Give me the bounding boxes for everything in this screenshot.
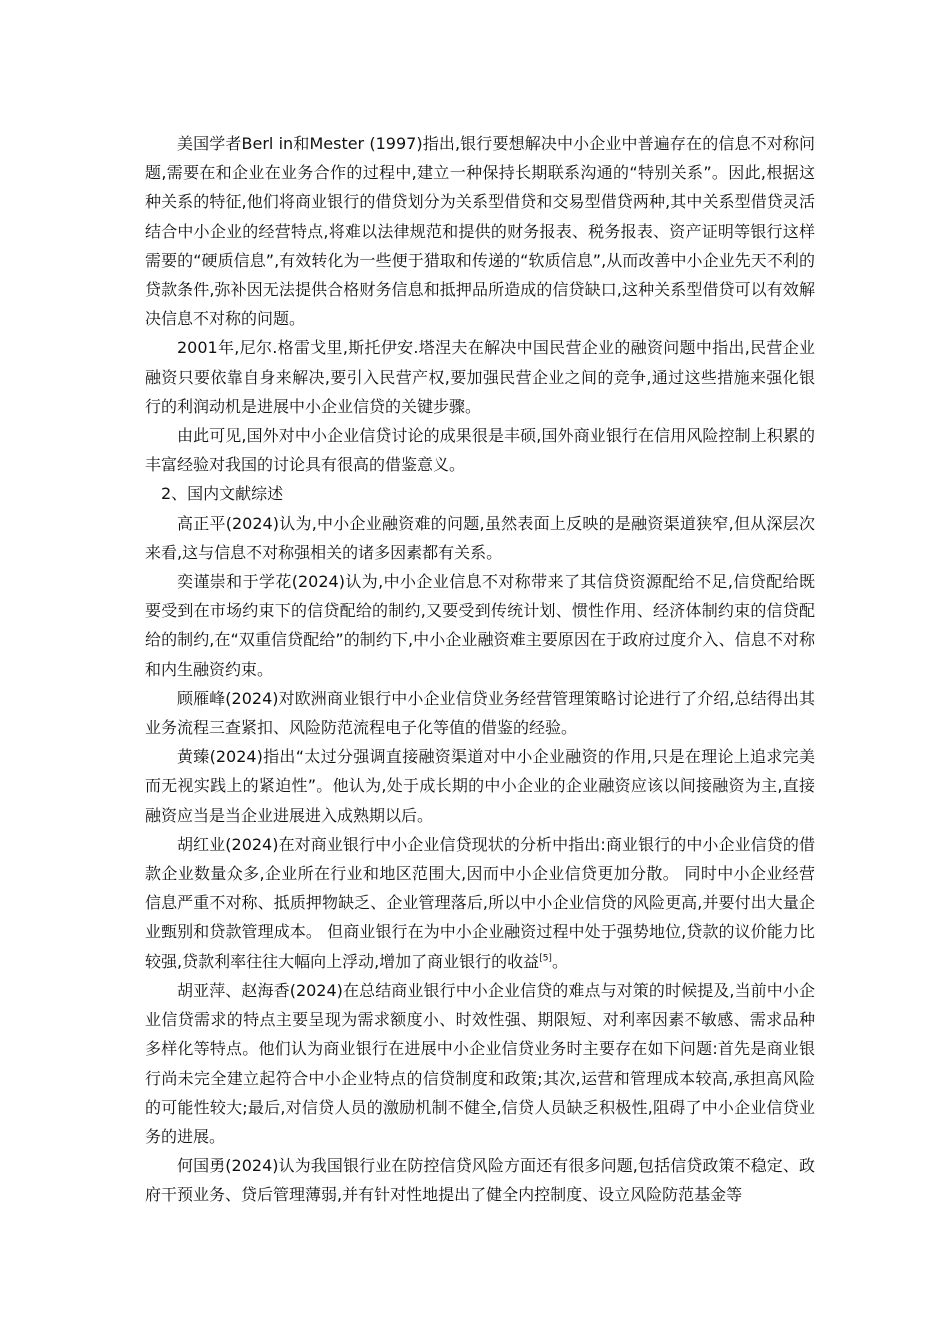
paragraph-foreign-summary: 由此可见,国外对中小企业信贷讨论的成果很是丰硕,国外商业银行在信用风险控制上积累的丰富经验对我国的讨论具有很高的借鉴意义。 (145, 426, 815, 475)
document-body (145, 129, 815, 1210)
paragraph-gregory-tanev: 2001年,尼尔.格雷戈里,斯托伊安.塔涅夫在解决中国民营企业的融资问题中指出,民营企业融资只要依靠自身来解决,要引入民营产权,要加强民营企业之间的竞争,通过这些措施来强化银行的利润动机是进展中小企业信贷的关键步骤。 (145, 338, 815, 416)
paragraph-he-guoyong: 何国勇(2024)认为我国银行业在防控信贷风险方面还有很多问题,包括信贷政策不稳定、政府干预业务、贷后管理薄弱,并有针对性地提出了健全内控制度、设立风险防范基金等 (145, 1156, 815, 1205)
paragraph-huang-zhen: 黄臻(2024)指出“太过分强调直接融资渠道对中小企业融资的作用,只是在理论上追求完美而无视实践上的紧迫性”。他认为,处于成长期的中小企业的企业融资应该以间接融资为主,直接融资应当是当企业进展进入成熟期以后。 (145, 747, 815, 825)
paragraph-gao-zhengping: 高正平(2024)认为,中小企业融资难的问题,虽然表面上反映的是融资渠道狭窄,但从深层次来看,这与信息不对称强相关的诸多因素都有关系。 (145, 513, 815, 562)
paragraph-hu-hongye-text: 胡红业(2024)在对商业银行中小企业信贷现状的分析中指出:商业银行的中小企业信贷的借款企业数量众多,企业所在行业和地区范围大,因而中小企业信贷更加分散。 同时中小企业经营信息严重不对称、抵质押物缺乏、企业管理落后,所以中小企业信贷的风险更高,并要付出大量企业甄别和贷款管理成本。 但商业银行在为中小企业融资过程中处于强势地位,贷款的议价能力比较强,贷款利率往往大幅向上浮动,增加了商业银行的收益 (145, 834, 815, 971)
paragraph-berlin-mester: 美国学者Berl in和Mester (1997)指出,银行要想解决中小企业中普遍存在的信息不对称问题,需要在和企业在业务合作的过程中,建立一种保持长期联系沟通的“特别关系”。因此,根据这种关系的特征,他们将商业银行的借贷划分为关系型借贷和交易型借贷两种,其中关系型借贷灵活结合中小企业的经营特点,将难以法律规范和提供的财务报表、税务报表、资产证明等银行这样需要的“硬质信息”,有效转化为一些便于猎取和传递的“软质信息”,从而改善中小企业先天不利的贷款条件,弥补因无法提供合格财务信息和抵押品所造成的信贷缺口,这种关系型借贷可以有效解决信息不对称的问题。 (145, 134, 815, 329)
section-heading-domestic-review: 2、国内文献综述 (161, 484, 284, 504)
citation-reference: [5] (539, 953, 552, 964)
paragraph-hu-yaping: 胡亚萍、赵海香(2024)在总结商业银行中小企业信贷的难点与对策的时候提及,当前中小企业信贷需求的特点主要呈现为需求额度小、时效性强、期限短、对利率因素不敏感、需求品种多样化等特点。他们认为商业银行在进展中小企业信贷业务时主要存在如下问题:首先是商业银行尚未完全建立起符合中小企业特点的信贷制度和政策;其次,运营和管理成本较高,承担高风险的可能性较大;最后,对信贷人员的激励机制不健全,信贷人员缺乏积极性,阻碍了中小企业信贷业务的进展。 (145, 980, 815, 1146)
paragraph-yi-jinchong: 奕谨崇和于学花(2024)认为,中小企业信息不对称带来了其信贷资源配给不足,信贷配给既要受到在市场约束下的信贷配给的制约,又要受到传统计划、惯性作用、经济体制约束的信贷配给的制约,在“双重信贷配给”的制约下,中小企业融资难主要原因在于政府过度介入、信息不对称和内生融资约束。 (145, 572, 815, 679)
paragraph-hu-hongye (145, 830, 815, 976)
paragraph-hu-hongye-tail: 。 (551, 951, 568, 971)
paragraph-gu-yanfeng: 顾雁峰(2024)对欧洲商业银行中小企业信贷业务经营管理策略讨论进行了介绍,总结得出其业务流程三查紧扣、风险防范流程电子化等值的借鉴的经验。 (145, 688, 815, 738)
